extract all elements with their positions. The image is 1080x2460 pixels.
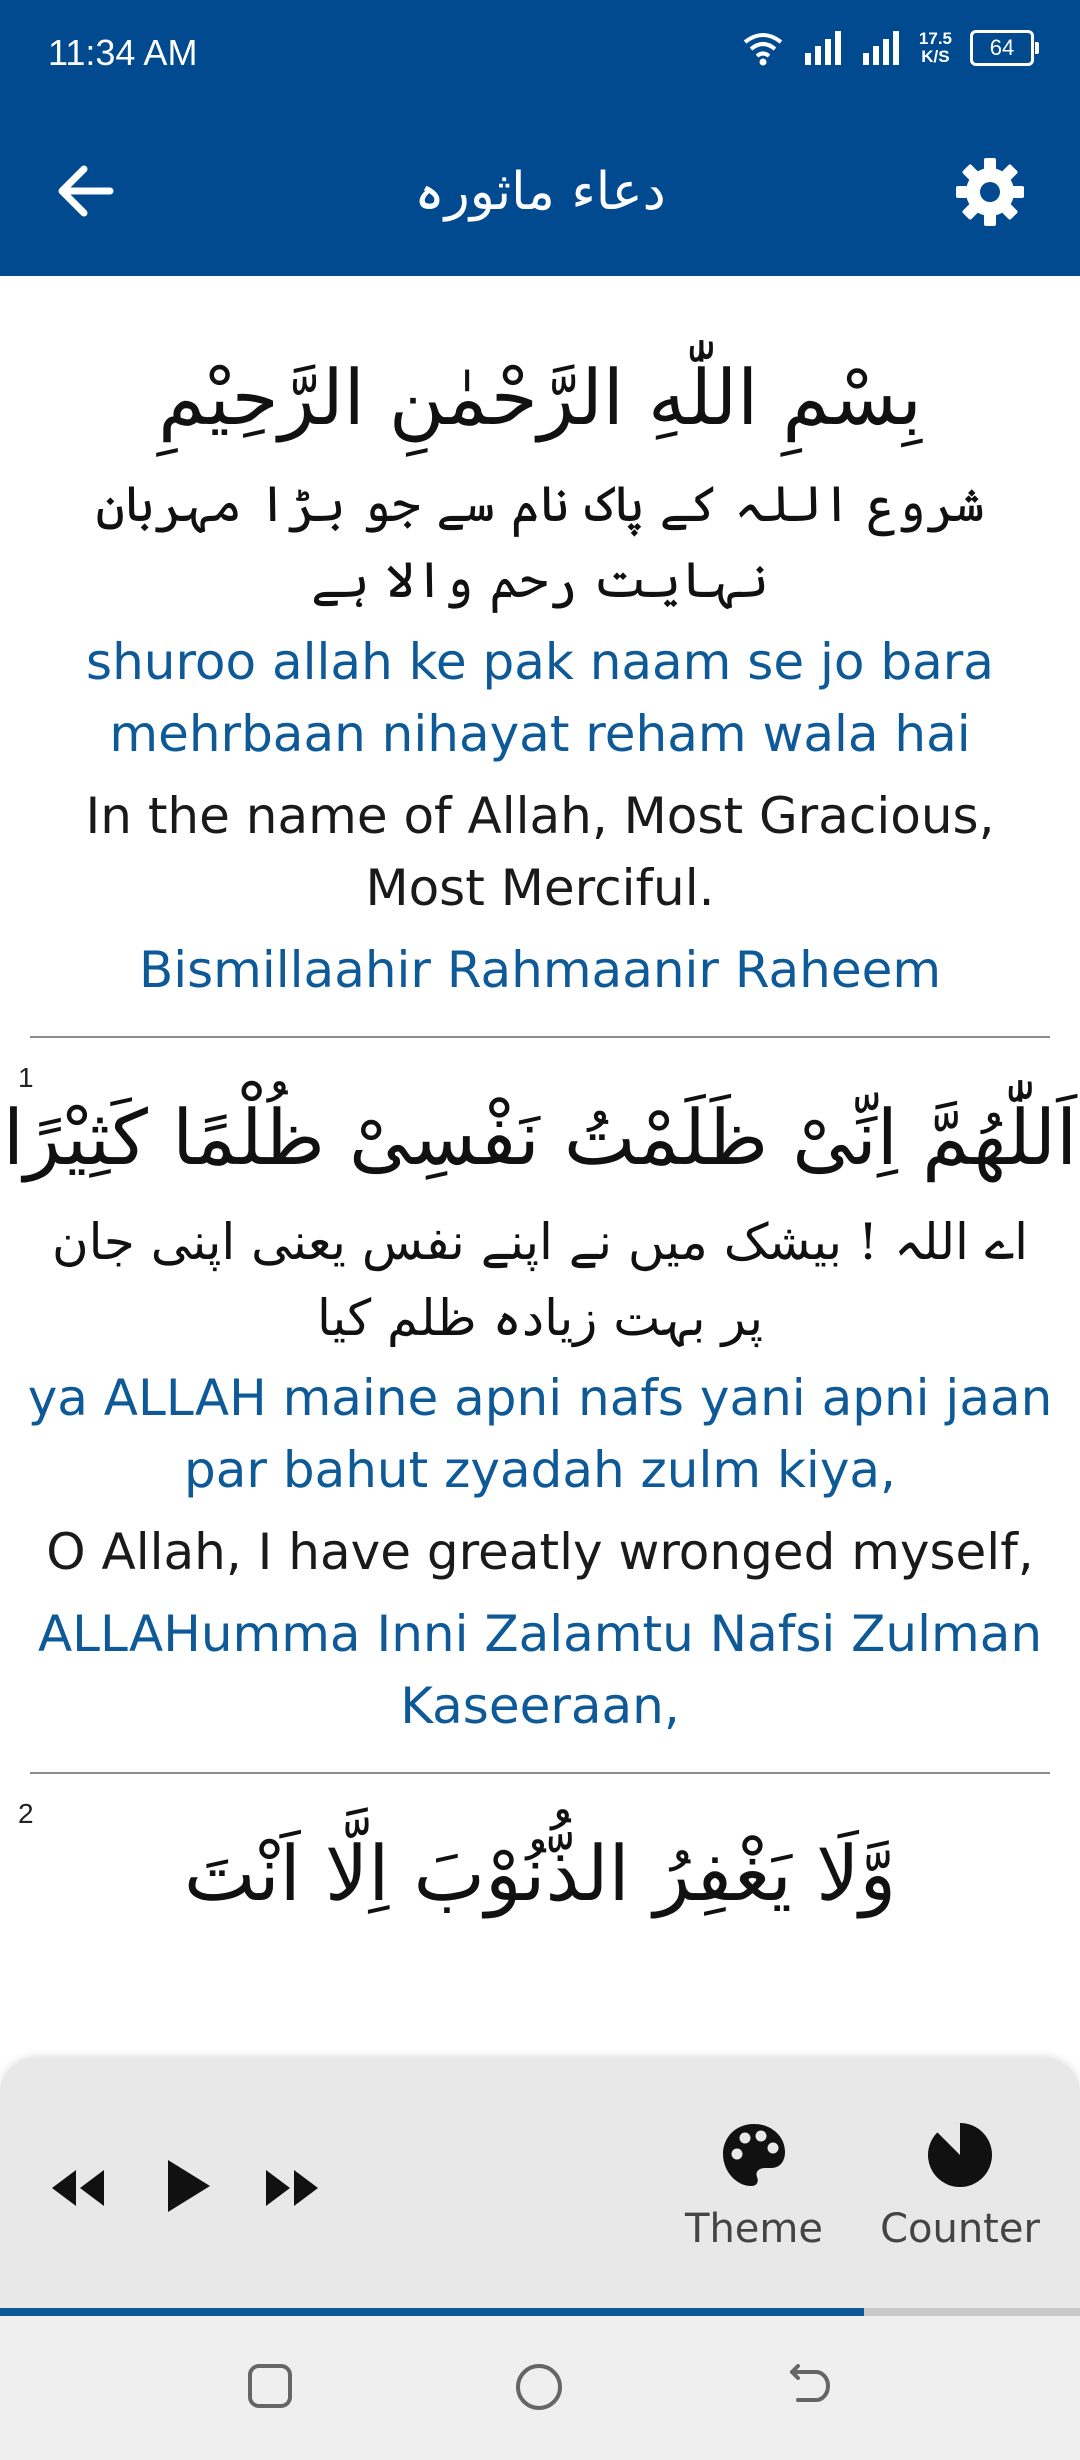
english-translation: O Allah, I have greatly wronged myself, xyxy=(46,1523,1034,1581)
counter-icon xyxy=(925,2120,995,2190)
rewind-icon[interactable] xyxy=(48,2166,108,2210)
counter-label: Counter xyxy=(880,2206,1040,2252)
arabic-text: بِسْمِ اللّٰهِ الرَّحْمٰنِ الرَّحِيْمِ xyxy=(158,353,922,442)
urdu-translation: اے اللہ ! بیشک میں نے اپنے نفس یعنی اپنی جان پر بہت زیادہ ظلم کیا xyxy=(51,1213,1029,1347)
roman-urdu-translation: shuroo allah ke pak naam se jo bara mehrbaan nihayat reham wala hai xyxy=(86,633,994,763)
theme-label: Theme xyxy=(685,2206,823,2252)
home-icon[interactable] xyxy=(514,2362,564,2412)
verse-block xyxy=(0,1774,1080,1926)
play-icon[interactable] xyxy=(164,2156,214,2216)
network-speed-unit: K/S xyxy=(921,47,950,66)
network-speed xyxy=(919,30,952,66)
audio-progress-bar[interactable] xyxy=(0,2308,1080,2316)
signal-icon-2 xyxy=(861,31,901,65)
status-icons xyxy=(741,30,1034,66)
verse-block xyxy=(0,276,1080,1006)
page-title: دعاء ماثورہ xyxy=(414,162,666,222)
signal-icon xyxy=(803,31,843,65)
verse-block xyxy=(0,1038,1080,1742)
arabic-text: اَللّٰهُمَّ اِنِّیْ ظَلَمْتُ نَفْسِیْ ظُلْمًا كَثِيْرًا xyxy=(2,1093,1078,1182)
arabic-text: وَّلَا يَغْفِرُ الذُّنُوْبَ اِلَّا اَنْتَ xyxy=(183,1829,897,1918)
roman-urdu-translation: ya ALLAH maine apni nafs yani apni jaan par bahut zyadah zulm kiya, xyxy=(27,1369,1053,1499)
fast-forward-icon[interactable] xyxy=(262,2166,322,2210)
network-speed-value: 17.5 xyxy=(918,29,952,48)
english-translation: In the name of Allah, Most Gracious, Most Merciful. xyxy=(85,787,995,917)
app-bar xyxy=(0,112,1080,276)
theme-button[interactable] xyxy=(676,2120,832,2252)
palette-icon xyxy=(719,2120,789,2190)
dua-content[interactable] xyxy=(0,276,1080,2060)
urdu-translation: شروع اللہ کے پاک نام سے جو بڑا مہربان نہایت رحم والا ہے xyxy=(95,475,985,609)
battery-indicator: 64 xyxy=(970,30,1034,66)
recent-apps-icon[interactable] xyxy=(246,2362,294,2410)
back-nav-icon[interactable] xyxy=(784,2362,834,2410)
counter-button[interactable] xyxy=(872,2120,1048,2252)
status-bar xyxy=(0,0,1080,112)
gear-icon[interactable] xyxy=(950,152,1030,232)
audio-player-bar xyxy=(0,2058,1080,2312)
transliteration: Bismillaahir Rahmaanir Raheem xyxy=(138,941,942,999)
system-nav-bar xyxy=(0,2316,1080,2460)
wifi-icon xyxy=(741,30,785,66)
audio-progress-fill xyxy=(0,2308,864,2316)
verse-number: 1 xyxy=(18,1062,34,1093)
status-time: 11:34 AM xyxy=(48,32,198,73)
verse-number: 2 xyxy=(18,1798,34,1829)
transliteration: ALLAHumma Inni Zalamtu Nafsi Zulman Kaseeraan, xyxy=(37,1605,1043,1735)
